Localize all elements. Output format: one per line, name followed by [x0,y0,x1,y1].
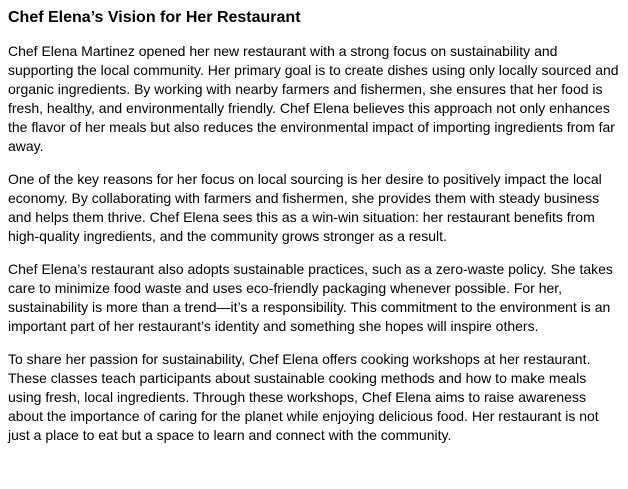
document-title: Chef Elena’s Vision for Her Restaurant [8,9,301,26]
paragraph-local-economy: One of the key reasons for her focus on local sourcing is her desire to positively impact the local economy. By collaborating with farmers and fishermen, she provides them with steady business and helps them thrive. Chef Elena sees this as a win-win situation: her restaurant benefits from high-quality ingredients, and the community grows stronger as a result. [8,171,602,244]
paragraph-cooking-workshops: To share her passion for sustainability, Chef Elena offers cooking workshops at her restaurant. These classes teach participants about sustainable cooking methods and how to make meals using fresh, local ingredients. Through these workshops, Chef Elena aims to raise awareness about the importance of caring for the planet while enjoying delicious food. Her restaurant is not just a place to eat but a space to learn and connect with the community. [8,351,599,443]
paragraph-sustainable-practices: Chef Elena’s restaurant also adopts sustainable practices, such as a zero-waste policy. She takes care to minimize food waste and uses eco-friendly packaging whenever possible. For her, sustainability is more than a trend—it’s a responsibility. This commitment to the environment is an important part of her restaurant’s identity and something she hopes will inspire others. [8,261,613,334]
paragraph-local-sourcing-intro: Chef Elena Martinez opened her new restaurant with a strong focus on sustainability and supporting the local community. Her primary goal is to create dishes using only locally sourced and organic ingredients. By working with nearby farmers and fishermen, she ensures that her food is fresh, healthy, and environmentally friendly. Chef Elena believes this approach not only enhances the flavor of her meals but also reduces the environmental impact of importing ingredients from far away. [8,43,619,154]
